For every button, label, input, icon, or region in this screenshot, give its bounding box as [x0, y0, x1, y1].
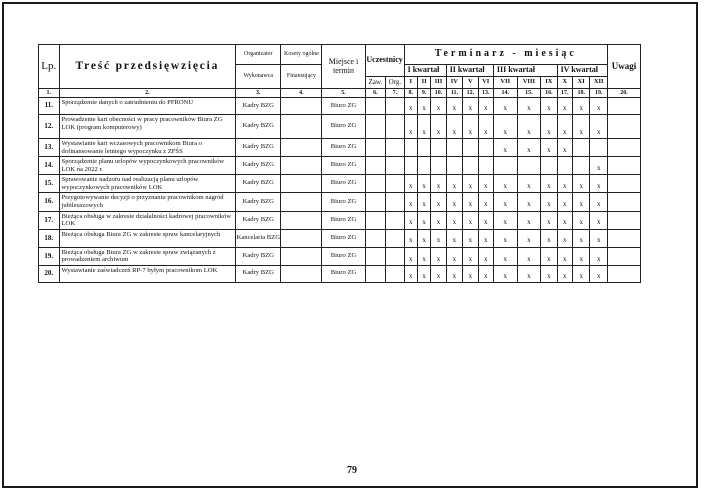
month-mark: x — [404, 98, 417, 115]
column-number: 3. — [236, 89, 281, 98]
month-mark — [446, 157, 462, 175]
header-organizator: Organizator — [236, 45, 281, 65]
row-finansujacy — [281, 211, 322, 229]
row-tresc: Sprawowanie nadzoru nad realizacją planu urlopów wypoczynkowych pracowników LOK — [59, 175, 236, 193]
month-mark: x — [417, 98, 430, 115]
month-mark: x — [517, 265, 541, 282]
header-month: II — [417, 77, 430, 89]
row-org — [386, 98, 404, 115]
month-mark: x — [572, 211, 589, 229]
row-tresc: Sporządzenie danych o zatrudnieniu do PFRONU — [59, 98, 236, 115]
row-finansujacy — [281, 157, 322, 175]
row-tresc: Bieżąca obsługa Biura ZG w zakresie spraw kancelaryjnych — [59, 229, 236, 247]
month-mark: x — [478, 265, 493, 282]
month-mark: x — [493, 98, 517, 115]
column-number: 16. — [541, 89, 557, 98]
row-miejsce: Biuro ZG — [322, 175, 365, 193]
month-mark: x — [590, 175, 608, 193]
month-mark: x — [478, 247, 493, 265]
table-row — [39, 115, 641, 139]
month-mark: x — [557, 98, 572, 115]
month-mark — [517, 157, 541, 175]
header-kwartal-1: I kwartał — [404, 65, 446, 77]
month-mark — [478, 139, 493, 157]
row-wykonawca: Kadry BZG — [236, 247, 281, 265]
column-number: 11. — [446, 89, 462, 98]
header-finansujacy: Finansujący — [281, 65, 322, 89]
column-number: 20. — [607, 89, 640, 98]
month-mark: x — [417, 247, 430, 265]
month-mark: x — [590, 247, 608, 265]
header-miejsce: Miejsce i termin — [322, 45, 365, 89]
row-wykonawca: Kadry BZG — [236, 115, 281, 139]
table-row — [39, 265, 641, 282]
column-number: 13. — [478, 89, 493, 98]
row-finansujacy — [281, 265, 322, 282]
column-number: 15. — [517, 89, 541, 98]
header-month: V — [463, 77, 478, 89]
header-org: Org. — [386, 77, 404, 89]
month-mark: x — [493, 211, 517, 229]
month-mark: x — [517, 193, 541, 211]
month-mark: x — [541, 247, 557, 265]
row-miejsce: Biuro ZG — [322, 211, 365, 229]
row-wykonawca: Kancelaria BZG — [236, 229, 281, 247]
table-row — [39, 229, 641, 247]
row-wykonawca: Kadry BZG — [236, 175, 281, 193]
month-mark: x — [590, 229, 608, 247]
month-mark: x — [541, 211, 557, 229]
month-mark: x — [463, 193, 478, 211]
row-wykonawca: Kadry BZG — [236, 265, 281, 282]
month-mark — [557, 157, 572, 175]
month-mark: x — [431, 193, 446, 211]
month-mark: x — [478, 98, 493, 115]
row-uwagi — [607, 193, 640, 211]
row-lp: 16. — [39, 193, 60, 211]
row-finansujacy — [281, 139, 322, 157]
month-mark: x — [493, 175, 517, 193]
month-mark: x — [446, 247, 462, 265]
header-month: IV — [446, 77, 462, 89]
row-miejsce: Biuro ZG — [322, 98, 365, 115]
row-lp: 12. — [39, 115, 60, 139]
row-zaw — [365, 115, 386, 139]
month-mark: x — [478, 175, 493, 193]
month-mark: x — [541, 193, 557, 211]
row-lp: 17. — [39, 211, 60, 229]
month-mark: x — [404, 247, 417, 265]
header-month: XI — [572, 77, 589, 89]
month-mark: x — [431, 98, 446, 115]
month-mark: x — [478, 229, 493, 247]
header-month: VI — [478, 77, 493, 89]
month-mark: x — [541, 98, 557, 115]
table-row — [39, 193, 641, 211]
row-org — [386, 229, 404, 247]
header-month: IX — [541, 77, 557, 89]
month-mark — [431, 157, 446, 175]
header-month: VIII — [517, 77, 541, 89]
row-lp: 13. — [39, 139, 60, 157]
month-mark: x — [478, 211, 493, 229]
row-zaw — [365, 211, 386, 229]
month-mark: x — [417, 115, 430, 139]
month-mark: x — [572, 115, 589, 139]
month-mark: x — [417, 265, 430, 282]
month-mark: x — [431, 115, 446, 139]
row-tresc: Wystawianie kart wczasowych pracownikom Biura o dofinansowanie letniego wypoczynku z ZFŚS — [59, 139, 236, 157]
row-zaw — [365, 247, 386, 265]
month-mark: x — [493, 247, 517, 265]
month-mark: x — [557, 115, 572, 139]
row-finansujacy — [281, 247, 322, 265]
month-mark: x — [572, 265, 589, 282]
month-mark: x — [557, 229, 572, 247]
month-mark: x — [572, 229, 589, 247]
row-org — [386, 139, 404, 157]
month-mark: x — [590, 115, 608, 139]
row-uwagi — [607, 157, 640, 175]
month-mark: x — [446, 175, 462, 193]
month-mark: x — [493, 139, 517, 157]
column-number: 19. — [590, 89, 608, 98]
month-mark — [493, 157, 517, 175]
month-mark: x — [404, 211, 417, 229]
month-mark: x — [463, 115, 478, 139]
month-mark: x — [590, 98, 608, 115]
table-row — [39, 98, 641, 115]
month-mark: x — [404, 175, 417, 193]
column-number: 9. — [417, 89, 430, 98]
row-lp: 18. — [39, 229, 60, 247]
header-uwagi: Uwagi — [607, 45, 640, 89]
header-wykonawca: Wykonawca — [236, 65, 281, 89]
month-mark: x — [493, 265, 517, 282]
row-finansujacy — [281, 98, 322, 115]
row-wykonawca: Kadry BZG — [236, 211, 281, 229]
month-mark — [572, 139, 589, 157]
month-mark: x — [572, 98, 589, 115]
column-number: 17. — [557, 89, 572, 98]
month-mark: x — [517, 98, 541, 115]
month-mark — [590, 139, 608, 157]
month-mark: x — [463, 247, 478, 265]
row-tresc: Prowadzenie kart obecności w pracy pracowników Biura ZG LOK (program komputerowy) — [59, 115, 236, 139]
month-mark: x — [404, 193, 417, 211]
row-wykonawca: Kadry BZG — [236, 193, 281, 211]
month-mark — [446, 139, 462, 157]
month-mark: x — [557, 211, 572, 229]
row-wykonawca: Kadry BZG — [236, 139, 281, 157]
month-mark: x — [431, 211, 446, 229]
column-number-row — [39, 89, 641, 98]
column-number: 10. — [431, 89, 446, 98]
row-finansujacy — [281, 175, 322, 193]
column-number: 7. — [386, 89, 404, 98]
header-month: III — [431, 77, 446, 89]
row-zaw — [365, 265, 386, 282]
column-number: 4. — [281, 89, 322, 98]
month-mark — [404, 157, 417, 175]
month-mark: x — [557, 247, 572, 265]
month-mark: x — [404, 115, 417, 139]
row-org — [386, 211, 404, 229]
row-miejsce: Biuro ZG — [322, 193, 365, 211]
table-row — [39, 211, 641, 229]
month-mark: x — [541, 115, 557, 139]
header-kwartal-3: III kwartał — [493, 65, 557, 77]
column-number: 1. — [39, 89, 60, 98]
header-month: VII — [493, 77, 517, 89]
row-org — [386, 157, 404, 175]
month-mark: x — [404, 229, 417, 247]
month-mark: x — [463, 265, 478, 282]
month-mark — [463, 139, 478, 157]
row-lp: 20. — [39, 265, 60, 282]
month-mark: x — [517, 211, 541, 229]
row-zaw — [365, 139, 386, 157]
schedule-table-wrapper — [38, 44, 641, 283]
row-org — [386, 247, 404, 265]
row-tresc: Sporządzenie planu urlopów wypoczynkowych pracowników LOK na 2022 r. — [59, 157, 236, 175]
row-wykonawca: Kadry BZG — [236, 157, 281, 175]
row-uwagi — [607, 175, 640, 193]
column-number: 18. — [572, 89, 589, 98]
month-mark: x — [431, 229, 446, 247]
row-lp: 19. — [39, 247, 60, 265]
month-mark: x — [493, 115, 517, 139]
row-miejsce: Biuro ZG — [322, 157, 365, 175]
table-row — [39, 175, 641, 193]
row-finansujacy — [281, 193, 322, 211]
table-row — [39, 247, 641, 265]
row-uwagi — [607, 211, 640, 229]
month-mark: x — [590, 193, 608, 211]
row-uwagi — [607, 265, 640, 282]
row-miejsce: Biuro ZG — [322, 115, 365, 139]
month-mark: x — [463, 175, 478, 193]
header-tresc: Treść przedsięwzięcia — [59, 45, 236, 89]
month-mark: x — [417, 229, 430, 247]
column-number: 6. — [365, 89, 386, 98]
month-mark: x — [572, 247, 589, 265]
row-tresc: Wystawianie zaświadczeń RP-7 byłym pracownikom LOK — [59, 265, 236, 282]
row-org — [386, 175, 404, 193]
row-miejsce: Biuro ZG — [322, 139, 365, 157]
row-org — [386, 193, 404, 211]
row-zaw — [365, 98, 386, 115]
row-zaw — [365, 193, 386, 211]
column-number: 14. — [493, 89, 517, 98]
header-kwartal-4: IV kwartał — [557, 65, 607, 77]
month-mark — [417, 139, 430, 157]
month-mark: x — [478, 115, 493, 139]
month-mark: x — [590, 265, 608, 282]
row-lp: 14. — [39, 157, 60, 175]
row-lp: 11. — [39, 98, 60, 115]
month-mark: x — [572, 193, 589, 211]
header-terminarz: Terminarz - miesiąc — [404, 45, 607, 65]
month-mark: x — [493, 229, 517, 247]
row-uwagi — [607, 98, 640, 115]
row-uwagi — [607, 139, 640, 157]
header-month: I — [404, 77, 417, 89]
month-mark: x — [541, 175, 557, 193]
row-tresc: Bieżąca obsługa w zakresie działalności kadrowej pracowników LOK — [59, 211, 236, 229]
header-zaw: Zaw. — [365, 77, 386, 89]
month-mark: x — [517, 229, 541, 247]
month-mark — [404, 139, 417, 157]
month-mark: x — [541, 265, 557, 282]
month-mark: x — [590, 211, 608, 229]
month-mark — [463, 157, 478, 175]
month-mark: x — [446, 229, 462, 247]
row-tresc: Bieżąca obsługa Biura ZG w zakresie spraw związanych z prowadzeniem archiwum — [59, 247, 236, 265]
month-mark: x — [517, 115, 541, 139]
month-mark: x — [417, 175, 430, 193]
header-lp: Lp. — [39, 45, 60, 89]
month-mark: x — [446, 98, 462, 115]
month-mark: x — [541, 229, 557, 247]
month-mark: x — [557, 193, 572, 211]
month-mark — [417, 157, 430, 175]
month-mark — [541, 157, 557, 175]
row-uwagi — [607, 229, 640, 247]
month-mark — [478, 157, 493, 175]
month-mark: x — [417, 211, 430, 229]
month-mark: x — [557, 175, 572, 193]
month-mark: x — [431, 247, 446, 265]
month-mark: x — [463, 211, 478, 229]
row-finansujacy — [281, 229, 322, 247]
column-number: 2. — [59, 89, 236, 98]
page-number: 79 — [347, 465, 357, 476]
row-org — [386, 115, 404, 139]
month-mark: x — [517, 139, 541, 157]
month-mark: x — [463, 98, 478, 115]
month-mark: x — [463, 229, 478, 247]
month-mark: x — [431, 265, 446, 282]
table-row — [39, 157, 641, 175]
month-mark: x — [590, 157, 608, 175]
row-uwagi — [607, 115, 640, 139]
row-org — [386, 265, 404, 282]
column-number: 8. — [404, 89, 417, 98]
month-mark: x — [572, 175, 589, 193]
header-uczestnicy: Uczestnicy — [365, 45, 404, 77]
header-month: X — [557, 77, 572, 89]
month-mark: x — [404, 265, 417, 282]
row-miejsce: Biuro ZG — [322, 247, 365, 265]
month-mark: x — [517, 247, 541, 265]
month-mark: x — [557, 265, 572, 282]
row-uwagi — [607, 247, 640, 265]
month-mark: x — [446, 115, 462, 139]
row-zaw — [365, 229, 386, 247]
month-mark: x — [493, 193, 517, 211]
header-koszty: Koszty ogólne — [281, 45, 322, 65]
row-miejsce: Biuro ZG — [322, 229, 365, 247]
month-mark: x — [446, 265, 462, 282]
month-mark: x — [431, 175, 446, 193]
month-mark — [431, 139, 446, 157]
schedule-body — [39, 98, 641, 283]
month-mark: x — [417, 193, 430, 211]
schedule-table — [38, 44, 641, 283]
month-mark: x — [446, 211, 462, 229]
header-kwartal-2: II kwartał — [446, 65, 493, 77]
month-mark — [572, 157, 589, 175]
column-number: 5. — [322, 89, 365, 98]
row-miejsce: Biuro ZG — [322, 265, 365, 282]
row-zaw — [365, 157, 386, 175]
row-finansujacy — [281, 115, 322, 139]
row-tresc: Przygotowywanie decyzji o przyznaniu pracownikom nagród jubileuszowych — [59, 193, 236, 211]
column-number: 12. — [463, 89, 478, 98]
row-wykonawca: Kadry BZG — [236, 98, 281, 115]
row-zaw — [365, 175, 386, 193]
month-mark: x — [446, 193, 462, 211]
month-mark: x — [478, 193, 493, 211]
table-row — [39, 139, 641, 157]
header-month: XII — [590, 77, 608, 89]
row-lp: 15. — [39, 175, 60, 193]
month-mark: x — [541, 139, 557, 157]
month-mark: x — [557, 139, 572, 157]
month-mark: x — [517, 175, 541, 193]
